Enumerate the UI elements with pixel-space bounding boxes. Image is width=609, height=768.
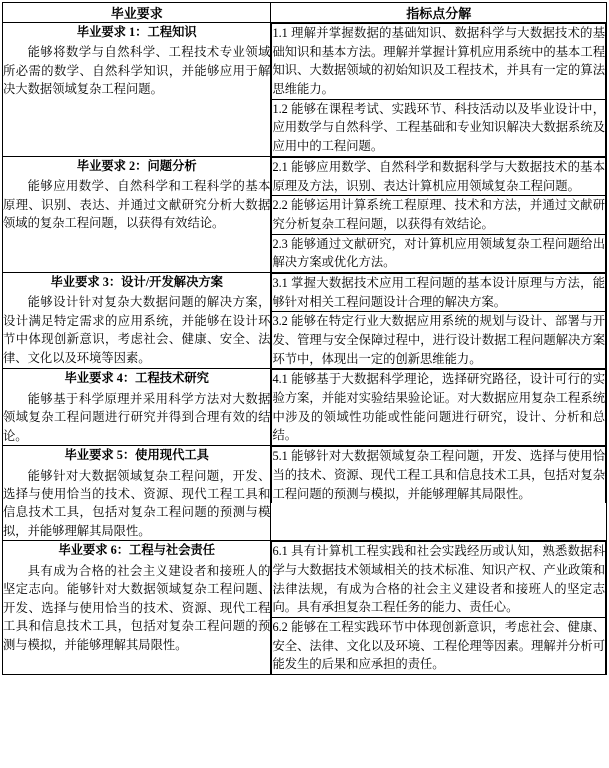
requirement-cell xyxy=(3,369,271,446)
indicator-text: 2.3 能够通过文献研究，对计算机应用领域复杂工程问题给出解决方案或优化方法。 xyxy=(272,234,606,272)
requirement-body: 能够应用数学、自然科学和工程科学的基本原理、识别、表达、并通过文献研究分析大数据领域的复杂工程问题，以获得有效结论。 xyxy=(3,179,271,231)
indicator-text: 2.2 能够运用计算系统工程原理、技术和方法，并通过文献研究分析复杂工程问题，以获得有效结论。 xyxy=(272,196,606,234)
indicator-cell xyxy=(271,446,607,541)
indicator-text: 1.2 能够在课程考试、实践环节、科技活动以及毕业设计中，应用数学与自然科学、工程基础和专业知识解决大数据系统及应用中的工程问题。 xyxy=(272,99,606,156)
indicator-cell xyxy=(271,541,607,675)
requirement-cell xyxy=(3,23,271,157)
indicator-item xyxy=(272,157,606,195)
indicator-item xyxy=(272,542,606,618)
requirement-body: 能够设计针对复杂大数据问题的解决方案，设计满足特定需求的应用系统，并能够在设计环节中体现创新意识，考虑社会、健康、安全、法律、文化以及环境等因素。 xyxy=(3,295,271,365)
table-row xyxy=(3,156,607,272)
indicator-item xyxy=(272,618,606,675)
indicator-list xyxy=(271,541,606,674)
indicator-item xyxy=(272,447,606,504)
requirement-body: 能够针对大数据领域复杂工程问题，开发、选择与使用恰当的技术、资源、现代工程工具和信息技术工具，包括对复杂工程问题的预测与模拟，并能够理解其局限性。 xyxy=(3,468,271,538)
indicator-text: 1.1 理解并掌握数据的基础知识、数据科学与大数据技术的基础知识和基本方法。理解并掌握计算机应用系统中的基本工程知识、大数据领域的初始知识及工程技术，并具有一定的算法思维能力。 xyxy=(272,24,606,100)
requirement-cell xyxy=(3,541,271,675)
table-row xyxy=(3,446,607,541)
requirement-title: 毕业要求 2：问题分析 xyxy=(76,158,197,173)
requirement-body: 能够将数学与自然科学、工程技术专业领域所必需的数学、自然科学知识，并能够应用于解决大数据领域复杂工程问题。 xyxy=(3,45,271,97)
indicator-cell xyxy=(271,369,607,446)
indicator-item xyxy=(272,312,606,369)
indicator-text: 6.1 具有计算机工程实践和社会实践经历或认知，熟悉数据科学与大数据技术领域相关的技术标准、知识产权、产业政策和法律法规，有成为合格的社会主义建设者和接班人的坚定志向。具有承担复杂工程任务的能力、责任心。 xyxy=(272,542,606,618)
indicator-text: 4.1 能够基于大数据科学理论，选择研究路径，设计可行的实验方案，并能对实验结果验论证。对大数据应用复杂工程系统中涉及的领域性功能或性能问题进行研究，设计、分析和总结。 xyxy=(272,370,606,445)
indicator-cell xyxy=(271,156,607,272)
indicator-text: 5.1 能够针对大数据领域复杂工程问题，开发、选择与使用恰当的技术、资源、现代工程工具和信息技术工具，包括对复杂工程问题的预测与模拟，并能够理解其局限性。 xyxy=(272,447,606,504)
indicator-item xyxy=(272,24,606,100)
requirement-title: 毕业要求 1：工程知识 xyxy=(76,25,197,39)
table-row xyxy=(3,23,607,157)
table-row xyxy=(3,369,607,446)
indicator-cell xyxy=(271,272,607,368)
table-row xyxy=(3,541,607,675)
indicator-list xyxy=(271,369,606,445)
indicator-cell xyxy=(271,23,607,157)
requirement-title: 毕业要求 5：使用现代工具 xyxy=(64,448,209,463)
indicator-list xyxy=(271,157,606,272)
requirement-cell xyxy=(3,446,271,541)
requirement-cell xyxy=(3,272,271,368)
indicator-item xyxy=(272,370,606,445)
requirement-title: 毕业要求 3：设计/开发解决方案 xyxy=(50,274,223,289)
indicator-item xyxy=(272,234,606,272)
indicator-text: 3.1 掌握大数据技术应用工程问题的基本设计原理与方法，能够针对相关工程问题设计合理的解决方案。 xyxy=(272,273,606,311)
header-indicator-points: 指标点分解 xyxy=(271,3,607,23)
indicator-list xyxy=(271,446,606,503)
graduation-requirements-table xyxy=(2,2,607,675)
indicator-item xyxy=(272,273,606,311)
indicator-list xyxy=(271,273,606,368)
table-row xyxy=(3,272,607,368)
header-graduation-requirements: 毕业要求 xyxy=(3,3,271,23)
indicator-text: 3.2 能够在特定行业大数据应用系统的规划与设计、部署与开发、管理与安全保障过程中，进行设计数据工程问题解决方案环节中，体现出一定的创新思维能力。 xyxy=(272,312,606,369)
indicator-item xyxy=(272,196,606,234)
requirement-title: 毕业要求 6：工程与社会责任 xyxy=(58,543,216,558)
requirement-body: 具有成为合格的社会主义建设者和接班人的坚定志向。能够针对大数据领域复杂工程问题、开发、选择与使用恰当的技术、资源、现代工程工具和信息技术工具，包括对复杂工程问题的预测与模拟，并能够理解其局限性。 xyxy=(3,563,271,652)
table-header-row xyxy=(3,3,607,23)
indicator-item xyxy=(272,99,606,156)
indicator-list xyxy=(271,23,606,156)
requirement-title: 毕业要求 4：工程技术研究 xyxy=(64,371,209,386)
indicator-text: 6.2 能够在工程实践环节中体现创新意识，考虑社会、健康、安全、法律、文化以及环境、工程伦理等因素。理解并分析可能发生的后果和应承担的责任。 xyxy=(272,618,606,675)
requirement-cell xyxy=(3,156,271,272)
requirement-body: 能够基于科学原理并采用科学方法对大数据领域复杂工程问题进行研究并得到合理有效的结论。 xyxy=(3,391,271,443)
indicator-text: 2.1 能够应用数学、自然科学和数据科学与大数据技术的基本原理及方法，识别、表达计算机应用领域复杂工程问题。 xyxy=(272,157,606,195)
